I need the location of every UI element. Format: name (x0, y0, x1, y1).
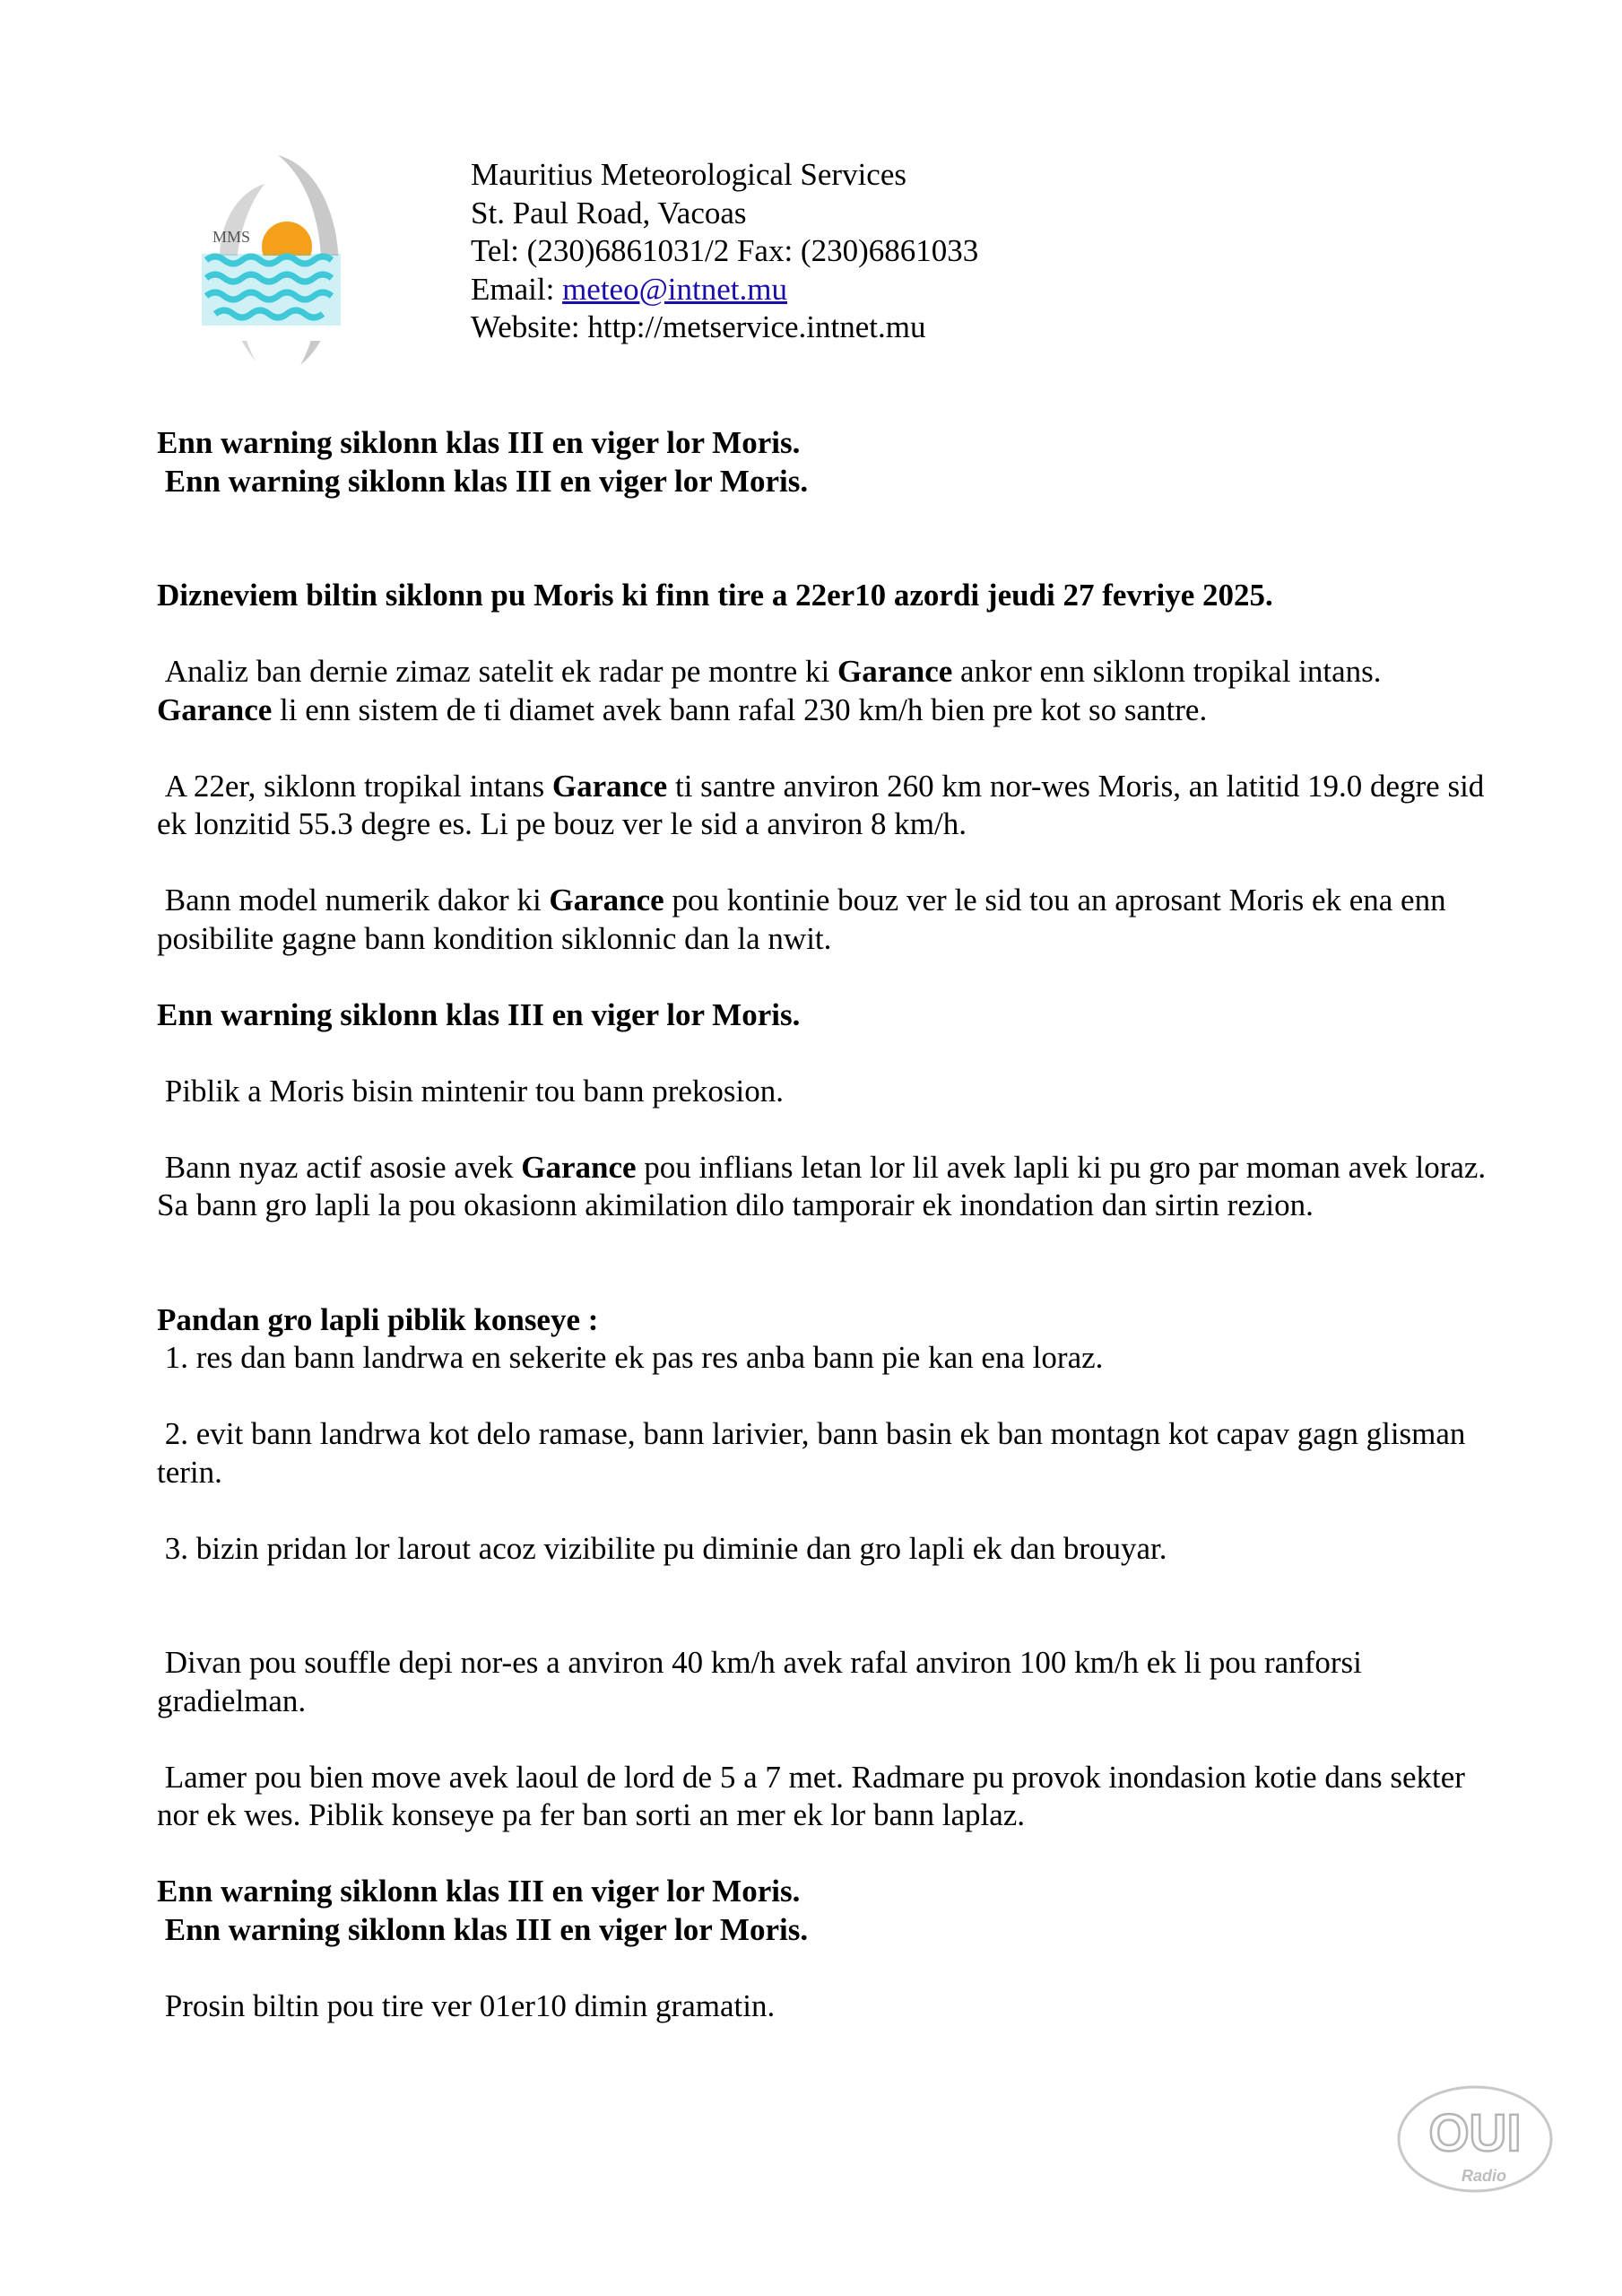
paragraph-analysis: Analiz ban dernie zimaz satelit ek radar pe montre ki Garance ankor enn siklonn tropikal intans. Garance li enn sistem de ti diamet avek bann rafal 230 km/h bien pre kot so santre. (157, 654, 1382, 727)
warning-line: Enn warning siklonn klas III en viger lor Moris. (157, 1911, 809, 1947)
address: St. Paul Road, Vacoas (471, 195, 747, 230)
website: Website: http://metservice.intnet.mu (471, 309, 926, 344)
warning-line: Enn warning siklonn klas III en viger lor Moris. (157, 996, 801, 1032)
paragraph-rain: Bann nyaz actif asosie avek Garance pou inflians letan lor lil avek lapli ki pu gro par moman avek loraz. Sa bann gro lapli la pou okasionn akimilation dilo tamporair ek inondation dan sirtin rezion. (157, 1149, 1494, 1222)
paragraph-forecast: Bann model numerik dakor ki Garance pou kontinie bouz ver le sid tou an aprosant Moris ek ena enn posibilite gagne bann kondition siklonnic dan la nwit. (157, 883, 1454, 956)
letterhead (471, 156, 978, 347)
next-bulletin: Prosin biltin pou tire ver 01er10 dimin gramatin. (157, 1987, 776, 2023)
advice-item: 1. res dan bann landrwa en sekerite ek pas res anba bann pie kan ena loraz. (157, 1340, 1104, 1375)
svg-text:Radio: Radio (1461, 2167, 1507, 2185)
email-line (471, 271, 978, 309)
advice-title: Pandan gro lapli piblik konseye : (157, 1301, 599, 1337)
bulletin-title: Dizneviem biltin siklonn pu Moris ki finn tire a 22er10 azordi jeudi 27 fevriye 2025. (157, 578, 1273, 613)
paragraph-precautions: Piblik a Moris bisin mintenir tou bann prekosion. (157, 1073, 784, 1109)
mms-logo (193, 148, 354, 372)
bulletin-body (157, 424, 1493, 2025)
warning-line: Enn warning siklonn klas III en viger lor Moris. (157, 1874, 801, 1909)
phone-fax: Tel: (230)6861031/2 Fax: (230)6861033 (471, 233, 979, 268)
paragraph-position: A 22er, siklonn tropikal intans Garance ti santre anviron 260 km nor-wes Moris, an latitid 19.0 degre sid ek lonzitid 55.3 degre es. Li pe bouz ver le sid a anviron 8 km/h. (157, 768, 1493, 841)
paragraph-wind: Divan pou souffle depi nor-es a anviron 40 km/h avek rafal anviron 100 km/h ek li pou ranforsi gradielman. (157, 1645, 1370, 1718)
email-label: Email: (471, 271, 563, 307)
warning-line: Enn warning siklonn klas III en viger lor Moris. (157, 425, 801, 460)
warning-line: Enn warning siklonn klas III en viger lor Moris. (157, 463, 809, 499)
advice-item: 2. evit bann landrwa kot delo ramase, bann larivier, bann basin ek ban montagn kot capav gagn glisman terin. (157, 1416, 1474, 1490)
paragraph-sea: Lamer pou bien move avek laoul de lord de 5 a 7 met. Radmare pu provok inondasion kotie dans sekter nor ek wes. Piblik konseye pa fer ban sorti an mer ek lor bann laplaz. (157, 1759, 1473, 1832)
org-name: Mauritius Meteorological Services (471, 157, 906, 192)
email-link[interactable]: meteo@intnet.mu (562, 271, 787, 307)
svg-text:MMS: MMS (213, 228, 251, 246)
oui-radio-watermark (1394, 2081, 1556, 2197)
svg-text:OUI: OUI (1428, 2104, 1522, 2162)
advice-item: 3. bizin pridan lor larout acoz vizibilite pu diminie dan gro lapli ek dan brouyar. (157, 1530, 1167, 1566)
